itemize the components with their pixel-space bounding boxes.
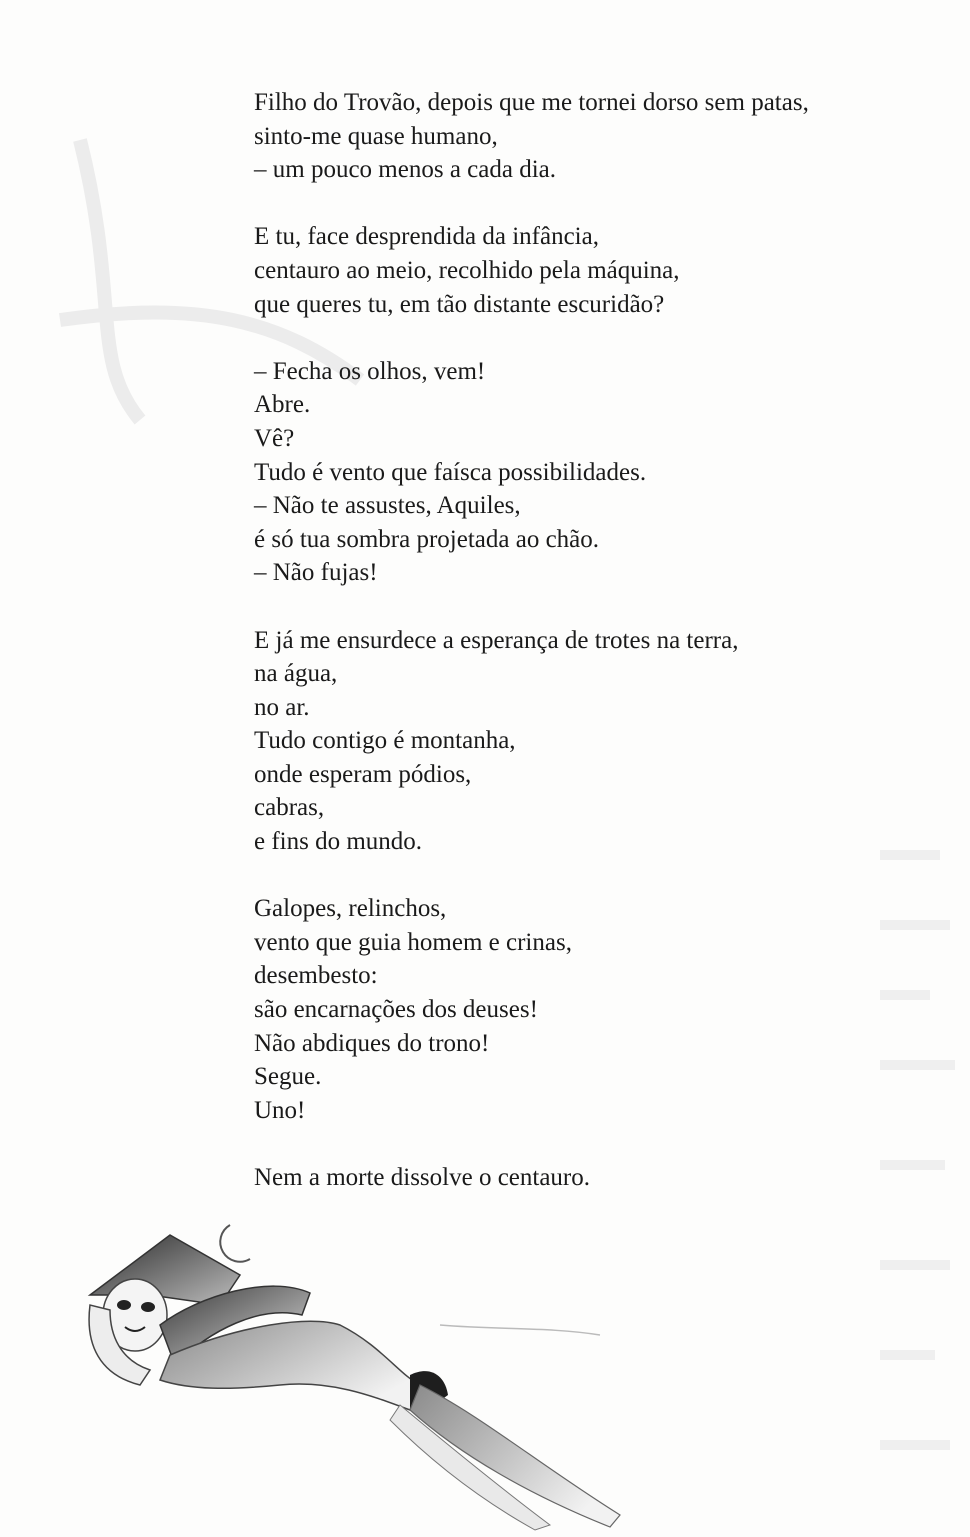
poem-line: E já me ensurdece a esperança de trotes na terra, (254, 626, 739, 654)
poem-line: sinto-me quase humano, (254, 122, 498, 150)
poem-line: cabras, (254, 794, 325, 822)
poem-line: Tudo é vento que faísca possibilidades. (254, 458, 647, 486)
poem-line: Nem a morte dissolve o centauro. (254, 1164, 591, 1191)
poem-line: onde esperam pódios, (254, 760, 472, 788)
poem-line: desembesto: (254, 962, 378, 990)
poem-line: Não abdiques do trono! (254, 1029, 490, 1057)
poem-line: Segue. (254, 1063, 322, 1091)
poem-line: – Fecha os olhos, vem! (254, 357, 486, 385)
poem-line: são encarnações dos deuses! (254, 996, 538, 1024)
poem-line: centauro ao meio, recolhido pela máquina, (254, 256, 680, 284)
poem-line: Abre. (254, 391, 311, 419)
poem-line: Filho do Trovão, depois que me tornei dorso sem patas, (254, 89, 809, 116)
poem-line: na água, (254, 660, 338, 688)
poem-line: que queres tu, em tão distante escuridão? (254, 290, 665, 318)
poem-line: Uno! (254, 1096, 306, 1124)
crescent-moon-icon (220, 1225, 250, 1262)
poem-line: E tu, face desprendida da infância, (254, 223, 599, 251)
poem-line: no ar. (254, 693, 310, 721)
poem-line: Tudo contigo é montanha, (254, 727, 516, 755)
reclining-figure-illustration (80, 1215, 640, 1535)
poem-line: vento que guia homem e crinas, (254, 928, 572, 956)
stanza-5 (254, 892, 944, 1127)
stanza-6 (254, 1161, 944, 1195)
stanza-1 (254, 86, 944, 187)
poem-line: Galopes, relinchos, (254, 895, 447, 923)
poem-line: Vê? (254, 424, 295, 452)
stanza-4 (254, 624, 944, 859)
poem-line: – Não te assustes, Aquiles, (254, 492, 521, 520)
poem-line: é só tua sombra projetada ao chão. (254, 525, 600, 553)
stanza-2 (254, 220, 944, 321)
poem-line: – um pouco menos a cada dia. (254, 156, 556, 184)
poem-line: e fins do mundo. (254, 828, 423, 856)
stanza-3 (254, 355, 944, 590)
poem (254, 86, 944, 1228)
poem-line: – Não fujas! (254, 559, 378, 587)
